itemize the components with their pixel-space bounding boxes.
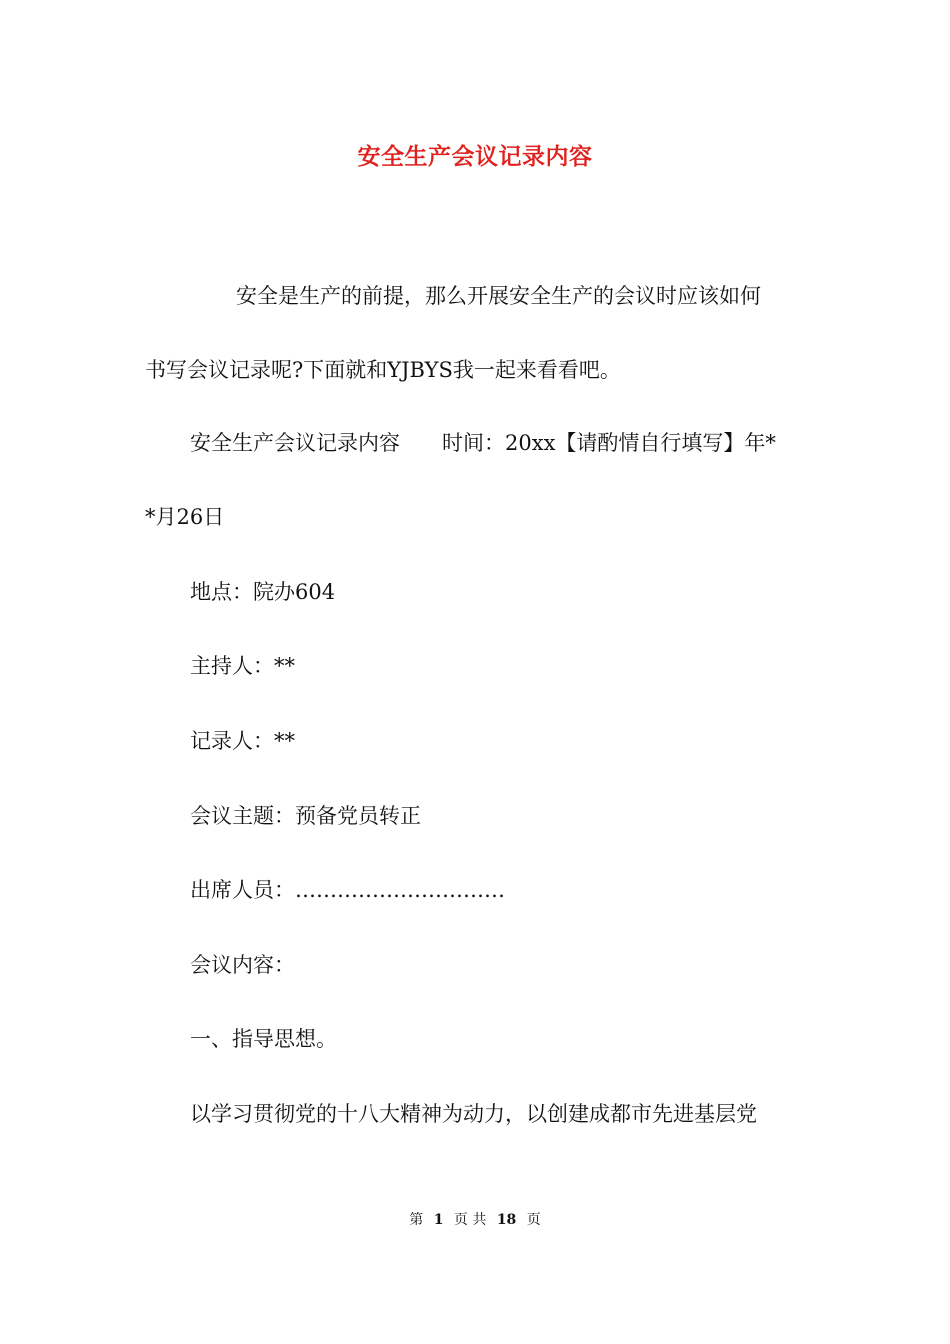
paragraph-line: 地点：院办604 [190,580,336,604]
paragraph-line: 记录人：** [190,729,295,753]
paragraph-line: 安全是生产的前提，那么开展安全生产的会议时应该如何 [236,284,761,308]
footer-total-pages: 18 [496,1212,517,1228]
paragraph-line: *月26日 [145,505,225,529]
paragraph-line: 会议主题：预备党员转正 [190,804,421,828]
paragraph-line: 书写会议记录呢?下面就和YJBYS我一起来看看吧。 [145,358,621,382]
paragraph-line: 主持人：** [190,654,295,678]
footer-page-number: 1 [433,1212,444,1228]
paragraph-line: 以学习贯彻党的十八大精神为动力，以创建成都市先进基层党 [190,1102,757,1126]
paragraph-line: 安全生产会议记录内容 时间：20xx【请酌情自行填写】年* [190,431,776,455]
paragraph-line: 会议内容： [190,953,295,977]
document-title: 安全生产会议记录内容 [357,143,593,170]
paragraph-line: 一、指导思想。 [190,1027,337,1051]
footer-suffix: 页 [526,1212,541,1228]
paragraph-line: 出席人员：………………………… [190,878,505,902]
footer-middle: 页 共 [453,1212,487,1228]
page-footer [0,1209,950,1229]
footer-prefix: 第 [409,1212,424,1228]
